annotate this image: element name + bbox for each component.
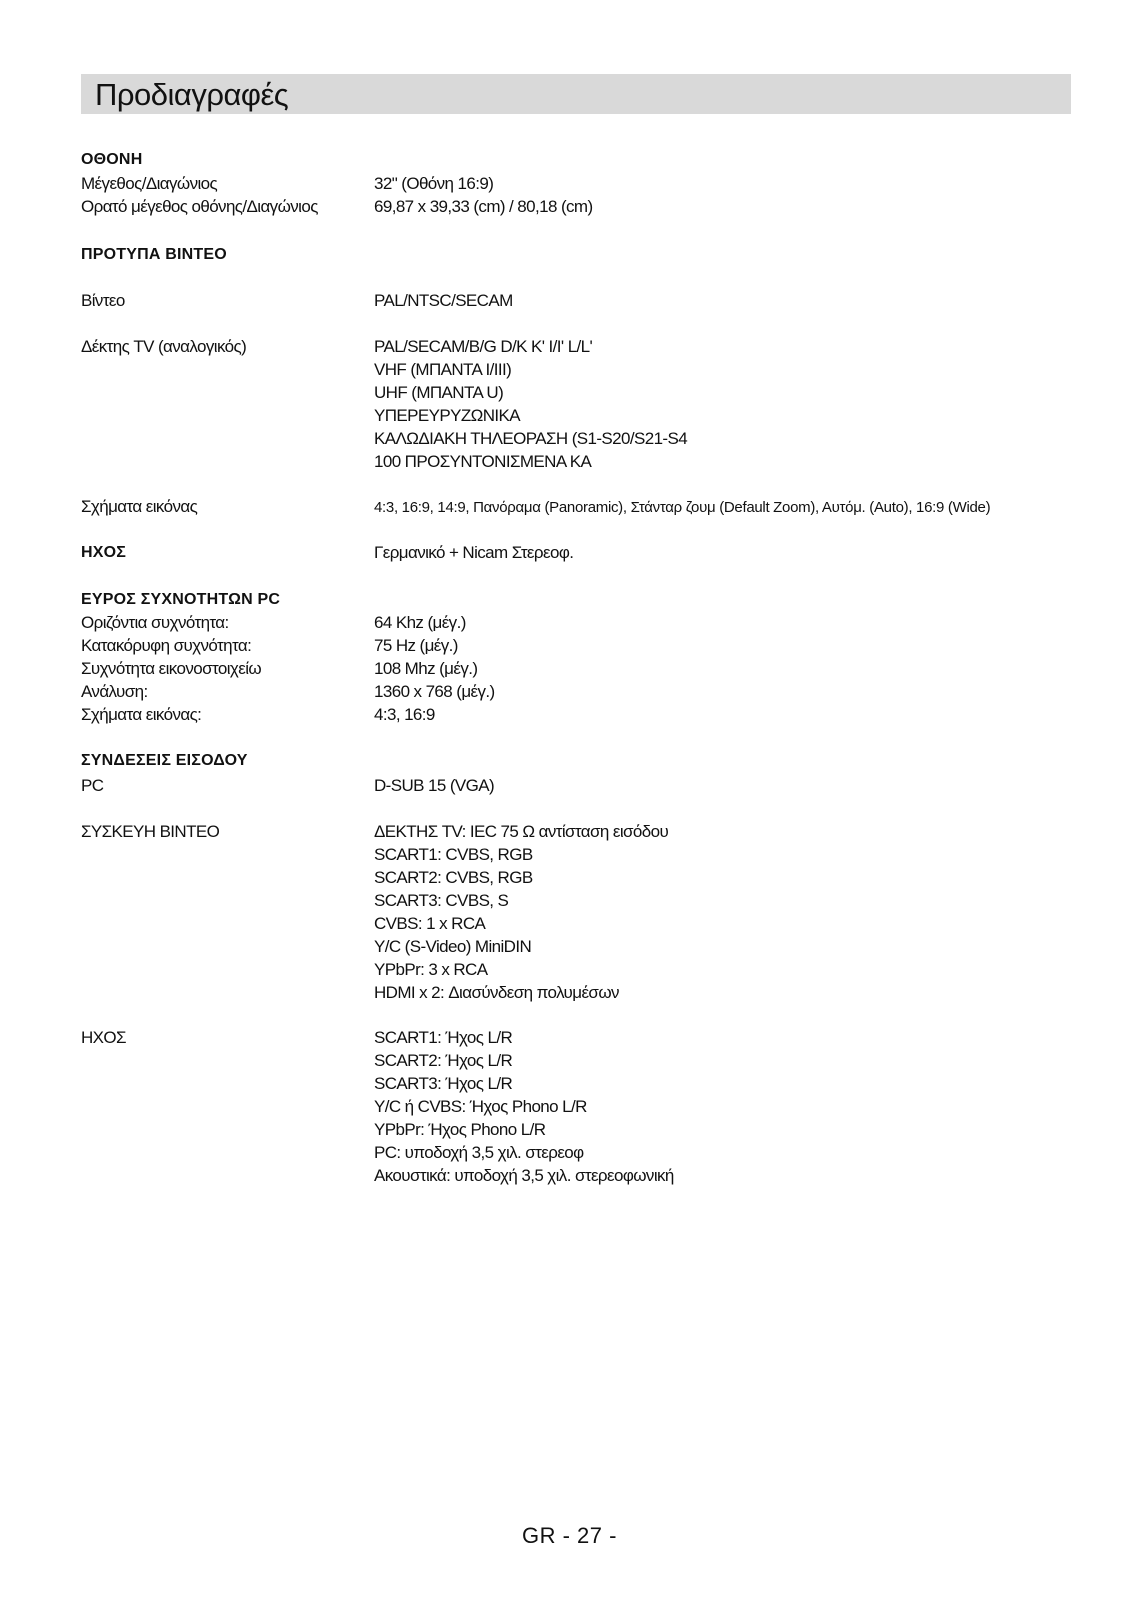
page-number: GR - 27 - [522,1523,617,1548]
spec-label: Σχήματα εικόνας [81,497,198,516]
spec-label: Ορατό μέγεθος οθόνης/Διαγώνιος [81,197,318,216]
spec-label: Ανάλυση: [81,682,148,701]
spec-label: ΗΧΟΣ [81,1028,126,1047]
spec-value: YPbPr: 3 x RCA [374,960,488,979]
spec-label: Σχήματα εικόνας: [81,705,202,724]
spec-value: SCART2: Ήχος L/R [374,1051,513,1070]
spec-value: PAL/SECAM/B/G D/K K' I/I' L/L' [374,337,593,356]
spec-value: YPbPr: Ήχος Phono L/R [374,1120,546,1139]
spec-value: ΥΠΕΡΕΥΡΥΖΩΝΙΚΑ [374,406,521,425]
spec-label: Κατακόρυφη συχνότητα: [81,636,252,655]
spec-value: VHF (ΜΠΑΝΤΑ I/III) [374,360,512,379]
spec-value: 4:3, 16:9, 14:9, Πανόραμα (Panoramic), Στάνταρ ζουμ (Default Zoom), Αυτόμ. (Auto), 16:9 (Wide) [374,499,991,516]
spec-value: SCART3: Ήχος L/R [374,1074,513,1093]
spec-value: ΔΕΚΤΗΣ TV: IEC 75 Ω αντίσταση εισόδου [374,822,669,841]
spec-value: 64 Khz (μέγ.) [374,613,466,632]
spec-value: HDMI x 2: Διασύνδεση πολυμέσων [374,983,619,1002]
spec-value: PC: υποδοχή 3,5 χιλ. στερεοφ [374,1143,584,1162]
spec-value: Γερμανικό + Nicam Στερεοφ. [374,543,574,562]
spec-label: Οριζόντια συχνότητα: [81,613,229,632]
spec-value: 4:3, 16:9 [374,705,435,724]
spec-value: UHF (ΜΠΑΝΤΑ U) [374,383,504,402]
spec-value: SCART1: Ήχος L/R [374,1028,513,1047]
spec-value: 100 ΠΡΟΣΥΝΤΟΝΙΣΜΕΝΑ ΚΑ [374,452,592,471]
spec-label: Δέκτης TV (αναλογικός) [81,337,247,356]
spec-value: SCART3: CVBS, S [374,891,509,910]
spec-value: 69,87 x 39,33 (cm) / 80,18 (cm) [374,197,593,216]
spec-value: Y/C ή CVBS: Ήχος Phono L/R [374,1097,587,1116]
spec-value: PAL/NTSC/SECAM [374,291,513,310]
spec-value: 1360 x 768 (μέγ.) [374,682,495,701]
spec-value: 32" (Οθόνη 16:9) [374,174,494,193]
spec-value: SCART1: CVBS, RGB [374,845,533,864]
section-heading-pc-range: ΕΥΡΟΣ ΣΥΧΝΟΤΗΤΩΝ PC [81,591,281,608]
spec-value: Ακουστικά: υποδοχή 3,5 χιλ. στερεοφωνική [374,1166,674,1185]
section-heading-display: ΟΘΟΝΗ [81,151,143,168]
spec-label: Βίντεο [81,291,125,310]
title-bar [81,74,1071,114]
spec-label: Μέγεθος/Διαγώνιος [81,174,218,193]
spec-label: Συχνότητα εικονοστοιχείω [81,659,262,678]
spec-label: ΣΥΣΚΕΥΗ ΒΙΝΤΕΟ [81,822,220,841]
section-heading-video-standards: ΠΡΟΤΥΠΑ ΒΙΝΤΕΟ [81,246,227,263]
spec-value: SCART2: CVBS, RGB [374,868,533,887]
section-heading-inputs: ΣΥΝΔΕΣΕΙΣ ΕΙΣΟΔΟΥ [81,752,248,769]
spec-value: 108 Mhz (μέγ.) [374,659,478,678]
spec-value: CVBS: 1 x RCA [374,914,486,933]
section-heading-sound: ΗΧΟΣ [81,544,127,561]
spec-value: Y/C (S-Video) MiniDIN [374,937,532,956]
spec-value: 75 Hz (μέγ.) [374,636,458,655]
spec-value: ΚΑΛΩΔΙΑΚΗ ΤΗΛΕΟΡΑΣΗ (S1-S20/S21-S4 [374,429,688,448]
page-title: Προδιαγραφές [95,77,289,112]
spec-label: PC [81,776,104,795]
spec-value: D-SUB 15 (VGA) [374,776,495,795]
